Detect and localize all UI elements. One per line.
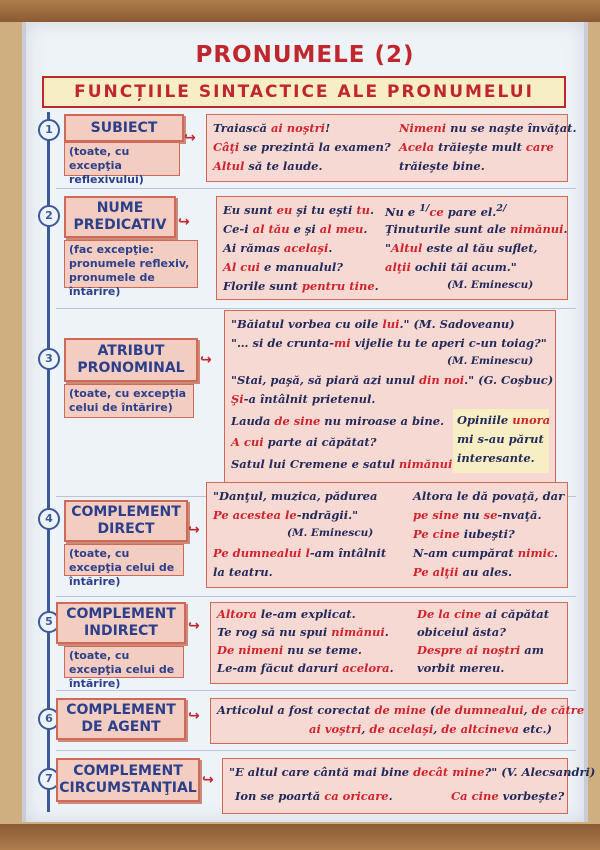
example-line: Opiniile unora	[457, 413, 551, 427]
example-line: Altul să te laude.	[213, 159, 323, 173]
arrow-icon: ↪	[184, 130, 196, 146]
example-line: Lauda de sine nu miroase a bine.	[231, 414, 445, 428]
example-line: Altora le-am explicat.	[217, 607, 356, 621]
example-line: Eu sunt eu şi tu eşti tu.	[223, 203, 375, 217]
example-line: ai voştri, de acelaşi, de altcineva etc.)	[309, 722, 552, 736]
page-subtitle: FUNCȚIILE SINTACTICE ALE PRONUMELUI	[74, 82, 534, 102]
divider	[56, 188, 576, 189]
example-line: De nimeni nu se teme.	[217, 643, 362, 657]
arrow-icon: ↪	[200, 352, 212, 368]
example-line: Pe alţii au ales.	[413, 565, 512, 579]
example-line: interesante.	[457, 451, 535, 465]
example-line: Pe dumnealui l-am întâlnit	[213, 546, 387, 560]
example-line: N-am cumpărat nimic.	[413, 546, 559, 560]
example-card	[206, 482, 568, 588]
example-line: Ion se poartă ca oricare.	[235, 789, 393, 803]
example-line: Nimeni nu se naşte învăţat.	[399, 121, 577, 135]
poster-top-rail	[0, 0, 600, 22]
example-line: Pe cine iubeşti?	[413, 527, 515, 541]
example-line: trăieşte bine.	[399, 159, 485, 173]
example-line: mi s-au părut	[457, 432, 544, 446]
arrow-icon: ↪	[188, 708, 200, 724]
example-line: Altora le dă povaţă, dar	[413, 489, 565, 503]
section-label: COMPLEMENT DIRECT	[64, 500, 188, 542]
example-line: vorbit mereu.	[417, 661, 505, 675]
section-label: COMPLEMENT DE AGENT	[56, 698, 186, 740]
section-label: COMPLEMENT CIRCUMSTANŢIAL	[56, 758, 200, 802]
section-note: (toate, cu excepţia celui de întărire)	[64, 646, 184, 678]
poster-bottom-rail	[0, 824, 600, 850]
example-line: A cui parte ai căpătat?	[231, 435, 377, 449]
example-card	[206, 114, 577, 182]
section-number: 4	[38, 508, 60, 530]
source-citation: (M. Eminescu)	[447, 279, 534, 291]
example-line: Satul lui Cremene e satul nimănui	[231, 457, 453, 471]
example-line: "Băiatul vorbea cu oile lui." (M. Sadoveanu)	[231, 317, 515, 331]
source-citation: (M. Eminescu)	[287, 527, 374, 539]
divider	[56, 690, 576, 691]
example-line: Te rog să nu spui nimănui.	[217, 625, 389, 639]
section-number: 1	[38, 119, 60, 141]
subtitle-box	[42, 76, 566, 108]
example-line: "… si de crunta-mi vijelie tu te aperi c-un toiag?"	[231, 336, 547, 350]
example-line: Ai rămas acelaşi.	[223, 241, 333, 255]
section-number: 6	[38, 708, 60, 730]
example-line: "Danţul, muzica, pădurea	[213, 489, 378, 503]
section-note: (fac excepţie: pronumele reflexiv, pronumele de întărire)	[64, 240, 198, 288]
section-note: (toate, cu excepţia celui de întărire)	[64, 384, 194, 418]
section-number: 2	[38, 205, 60, 227]
example-line: Şi-a întâlnit prietenul.	[231, 392, 376, 406]
section-number: 7	[38, 768, 60, 790]
example-card	[210, 602, 568, 684]
section-note: (toate, cu excepţia reflexivului)	[64, 142, 180, 176]
example-card	[222, 758, 596, 814]
section-label: COMPLEMENT INDIRECT	[56, 602, 186, 644]
section-note: (toate, cu excepţia celui de întărire)	[64, 544, 184, 576]
example-card	[210, 698, 585, 744]
example-line: Pe acestea le-ndrăgii."	[213, 508, 359, 522]
example-card	[224, 310, 556, 490]
example-line: Câţi se prezintă la examen?	[213, 140, 391, 154]
example-line: Ţinuturile sunt ale nimănui.	[385, 222, 568, 236]
example-line: Articolul a fost corectat de mine (de dumnealui, de către	[217, 703, 585, 717]
arrow-icon: ↪	[188, 522, 200, 538]
page-title: PRONUMELE (2)	[195, 42, 415, 68]
example-line: Acela trăieşte mult care	[399, 140, 554, 154]
example-line: Florile sunt pentru tine.	[223, 279, 379, 293]
example-line: Despre ai noştri am	[417, 643, 544, 657]
example-line: pe sine nu se-nvaţă.	[413, 508, 542, 522]
section-label: SUBIECT	[64, 114, 184, 142]
example-line: "E altul care cântă mai bine decât mine?" (V. Alecsandri)	[229, 765, 596, 779]
example-line: alţii ochii tăi acum."	[385, 260, 517, 274]
section-label: NUME PREDICATIV	[64, 196, 176, 238]
example-line: "Stai, paşă, să piară azi unul din noi." (G. Coşbuc)	[231, 373, 554, 387]
poster	[22, 22, 596, 822]
example-line: "Altul este al tău suflet,	[385, 241, 538, 255]
example-line: la teatru.	[213, 565, 273, 579]
example-line: De la cine ai căpătat	[417, 607, 550, 621]
example-line: Traiască ai noştri!	[213, 121, 331, 135]
example-line: Nu e $^{1/}$ce pare el.$^{2/}$	[385, 203, 507, 219]
example-line: Al cui e manualul?	[223, 260, 343, 274]
example-card	[216, 196, 568, 300]
example-line: obiceiul ăsta?	[417, 625, 506, 639]
example-line: Le-am făcut daruri acelora.	[217, 661, 394, 675]
section-number: 5	[38, 611, 60, 633]
arrow-icon: ↪	[202, 772, 214, 788]
section-number: 3	[38, 348, 60, 370]
source-citation: (M. Eminescu)	[447, 355, 534, 367]
divider	[56, 596, 576, 597]
divider	[56, 308, 576, 309]
section-label: ATRIBUT PRONOMINAL	[64, 338, 198, 382]
example-line: Ce-i al tău e şi al meu.	[223, 222, 368, 236]
example-line: Ca cine vorbeşte?	[451, 789, 565, 803]
arrow-icon: ↪	[188, 618, 200, 634]
divider	[56, 750, 576, 751]
arrow-icon: ↪	[178, 214, 190, 230]
